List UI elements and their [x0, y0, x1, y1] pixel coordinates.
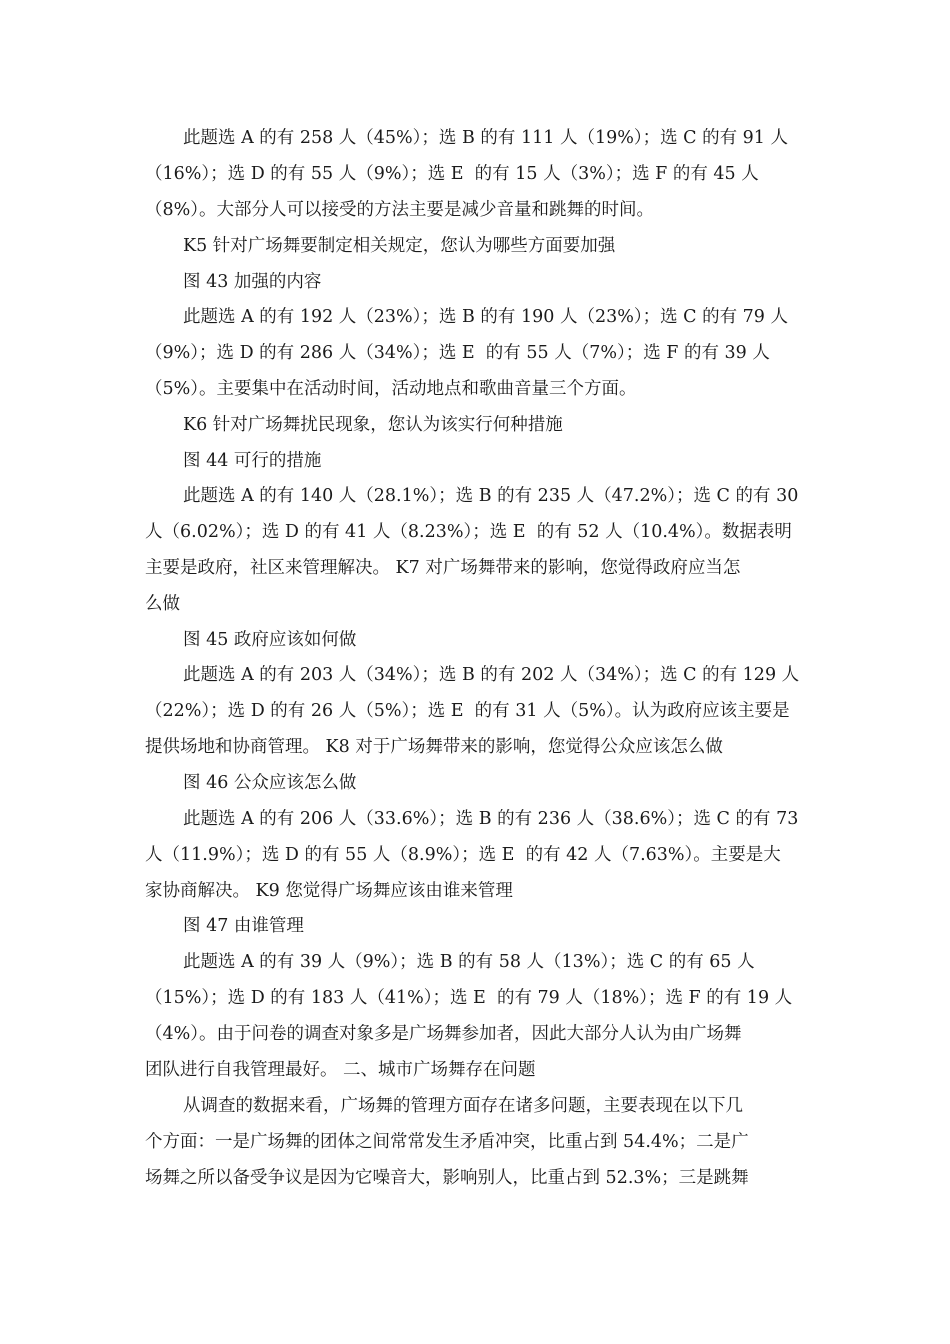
text-line: 场舞之所以备受争议是因为它噪音大，影响别人，比重占到 52.3%；三是跳舞 — [145, 1168, 749, 1188]
text-line: 么做 — [145, 594, 180, 614]
text-line: （5%）。主要集中在活动时间，活动地点和歌曲音量三个方面。 — [145, 379, 637, 399]
text-line: 从调查的数据来看，广场舞的管理方面存在诸多问题，主要表现在以下几 — [183, 1096, 743, 1116]
text-line: 个方面：一是广场舞的团体之间常常发生矛盾冲突，比重占到 54.4%；二是广 — [145, 1132, 749, 1152]
text-line: 人（6.02%）；选 D 的有 41 人（8.23%）；选 E 的有 52 人（10.4%）。数据表明 — [145, 522, 792, 542]
text-line: （8%）。大部分人可以接受的方法主要是减少音量和跳舞的时间。 — [145, 200, 655, 220]
text-line: 家协商解决。 K9 您觉得广场舞应该由谁来管理 — [145, 881, 513, 901]
text-line: （22%）；选 D 的有 26 人（5%）；选 E 的有 31 人（5%）。认为政府应该主要是 — [145, 701, 790, 721]
text-line: （4%）。由于问卷的调查对象多是广场舞参加者，因此大部分人认为由广场舞 — [145, 1024, 742, 1044]
text-line: （15%）；选 D 的有 183 人（41%）；选 E 的有 79 人（18%）；选 F 的有 19 人 — [145, 988, 793, 1008]
text-line: 此题选 A 的有 192 人（23%）；选 B 的有 190 人（23%）；选 C 的有 79 人 — [183, 307, 789, 327]
text-line: 主要是政府，社区来管理解决。 K7 对广场舞带来的影响，您觉得政府应当怎 — [145, 558, 741, 578]
section-heading-k6: K6 针对广场舞扰民现象，您认为该实行何种措施 — [183, 415, 563, 435]
figure-caption-44: 图 44 可行的措施 — [183, 451, 322, 471]
text-line: 此题选 A 的有 140 人（28.1%）；选 B 的有 235 人（47.2%）；选 C 的有 30 — [183, 486, 799, 506]
text-line: 团队进行自我管理最好。 二、城市广场舞存在问题 — [145, 1060, 536, 1080]
text-line: 此题选 A 的有 258 人（45%）；选 B 的有 111 人（19%）；选 C 的有 91 人 — [183, 128, 789, 148]
figure-caption-45: 图 45 政府应该如何做 — [183, 630, 357, 650]
section-heading-k5: K5 针对广场舞要制定相关规定，您认为哪些方面要加强 — [183, 236, 616, 256]
text-line: 此题选 A 的有 206 人（33.6%）；选 B 的有 236 人（38.6%）；选 C 的有 73 — [183, 809, 799, 829]
text-line: 提供场地和协商管理。 K8 对于广场舞带来的影响，您觉得公众应该怎么做 — [145, 737, 723, 757]
figure-caption-47: 图 47 由谁管理 — [183, 916, 304, 936]
text-line: 人（11.9%）；选 D 的有 55 人（8.9%）；选 E 的有 42 人（7.63%）。主要是大 — [145, 845, 781, 865]
figure-caption-43: 图 43 加强的内容 — [183, 272, 322, 292]
text-line: 此题选 A 的有 39 人（9%）；选 B 的有 58 人（13%）；选 C 的有 65 人 — [183, 952, 755, 972]
text-line: 此题选 A 的有 203 人（34%）；选 B 的有 202 人（34%）；选 C 的有 129 人 — [183, 665, 800, 685]
text-line: （16%）；选 D 的有 55 人（9%）；选 E 的有 15 人（3%）；选 F 的有 45 人 — [145, 164, 759, 184]
figure-caption-46: 图 46 公众应该怎么做 — [183, 773, 357, 793]
text-line: （9%）；选 D 的有 286 人（34%）；选 E 的有 55 人（7%）；选 F 的有 39 人 — [145, 343, 770, 363]
